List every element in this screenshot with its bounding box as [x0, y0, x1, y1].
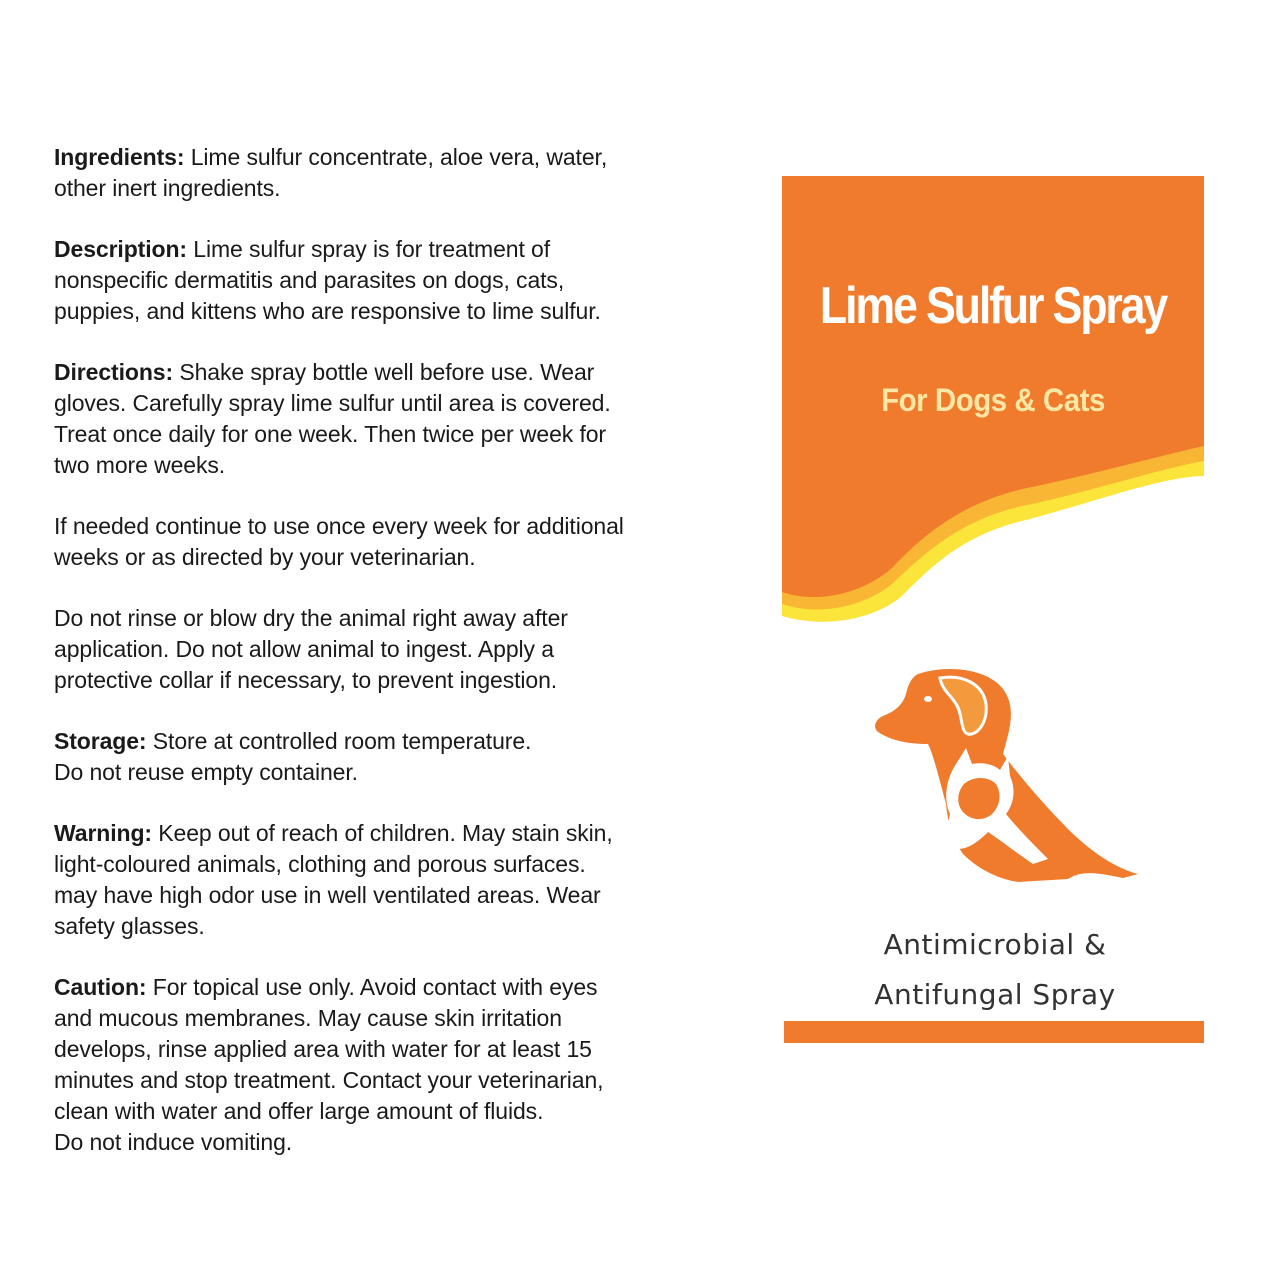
storage-text: Store at controlled room temperature. — [146, 728, 532, 754]
caution-text: and mucous membranes. May cause skin irritation — [54, 1005, 562, 1031]
product-title: Lime Sulfur Spray — [819, 277, 1167, 335]
caution-text: Do not induce vomiting. — [54, 1129, 293, 1155]
do-not-rinse-text: application. Do not allow animal to ingest. Apply a — [54, 636, 554, 662]
ingredients-label: Ingredients: — [54, 144, 185, 170]
warning-paragraph — [54, 818, 714, 942]
continue-use-text: weeks or as directed by your veterinarian. — [54, 544, 476, 570]
do-not-rinse-paragraph — [54, 603, 714, 696]
product-tagline — [800, 920, 1190, 1020]
tagline-line-2: Antifungal Spray — [874, 978, 1116, 1011]
description-text: Lime sulfur spray is for treatment of — [186, 236, 551, 262]
caution-text: minutes and stop treatment. Contact your veterinarian, — [54, 1067, 604, 1093]
do-not-rinse-text: protective collar if necessary, to prevent ingestion. — [54, 667, 558, 693]
caution-text: clean with water and offer large amount of fluids. — [54, 1098, 544, 1124]
dog-and-cat-silhouette-icon — [868, 664, 1148, 886]
caution-text: For topical use only. Avoid contact with eyes — [146, 974, 598, 1000]
ingredients-paragraph — [54, 142, 714, 204]
product-label-panel — [782, 176, 1204, 628]
accent-bar — [784, 1021, 1204, 1043]
warning-text: safety glasses. — [54, 913, 205, 939]
description-paragraph — [54, 234, 714, 327]
description-text: nonspecific dermatitis and parasites on dogs, cats, — [54, 267, 565, 293]
warning-text: light-coloured animals, clothing and porous surfaces. — [54, 851, 586, 877]
continue-use-text: If needed continue to use once every week for additional — [54, 513, 624, 539]
directions-text: Shake spray bottle well before use. Wear — [173, 359, 595, 385]
storage-paragraph — [54, 726, 714, 788]
directions-text: gloves. Carefully spray lime sulfur until area is covered. — [54, 390, 611, 416]
continue-use-paragraph — [54, 511, 714, 573]
warning-text: may have high odor use in well ventilated areas. Wear — [54, 882, 601, 908]
ingredients-text: other inert ingredients. — [54, 175, 281, 201]
caution-text: develops, rinse applied area with water for at least 15 — [54, 1036, 592, 1062]
directions-text: two more weeks. — [54, 452, 226, 478]
directions-paragraph — [54, 357, 714, 481]
do-not-rinse-text: Do not rinse or blow dry the animal right away after — [54, 605, 568, 631]
tagline-line-1: Antimicrobial & — [883, 928, 1107, 961]
warning-text: Keep out of reach of children. May stain skin, — [152, 820, 613, 846]
directions-text: Treat once daily for one week. Then twice per week for — [54, 421, 606, 447]
directions-label: Directions: — [54, 359, 174, 385]
caution-paragraph — [54, 972, 714, 1158]
storage-label: Storage: — [54, 728, 147, 754]
description-text: puppies, and kittens who are responsive to lime sulfur. — [54, 298, 601, 324]
ingredients-text: Lime sulfur concentrate, aloe vera, water, — [184, 144, 608, 170]
warning-label: Warning: — [54, 820, 152, 846]
instructions-column — [54, 142, 714, 1188]
storage-text: Do not reuse empty container. — [54, 759, 358, 785]
caution-label: Caution: — [54, 974, 147, 1000]
product-subtitle: For Dogs & Cats — [881, 382, 1105, 418]
description-label: Description: — [54, 236, 187, 262]
